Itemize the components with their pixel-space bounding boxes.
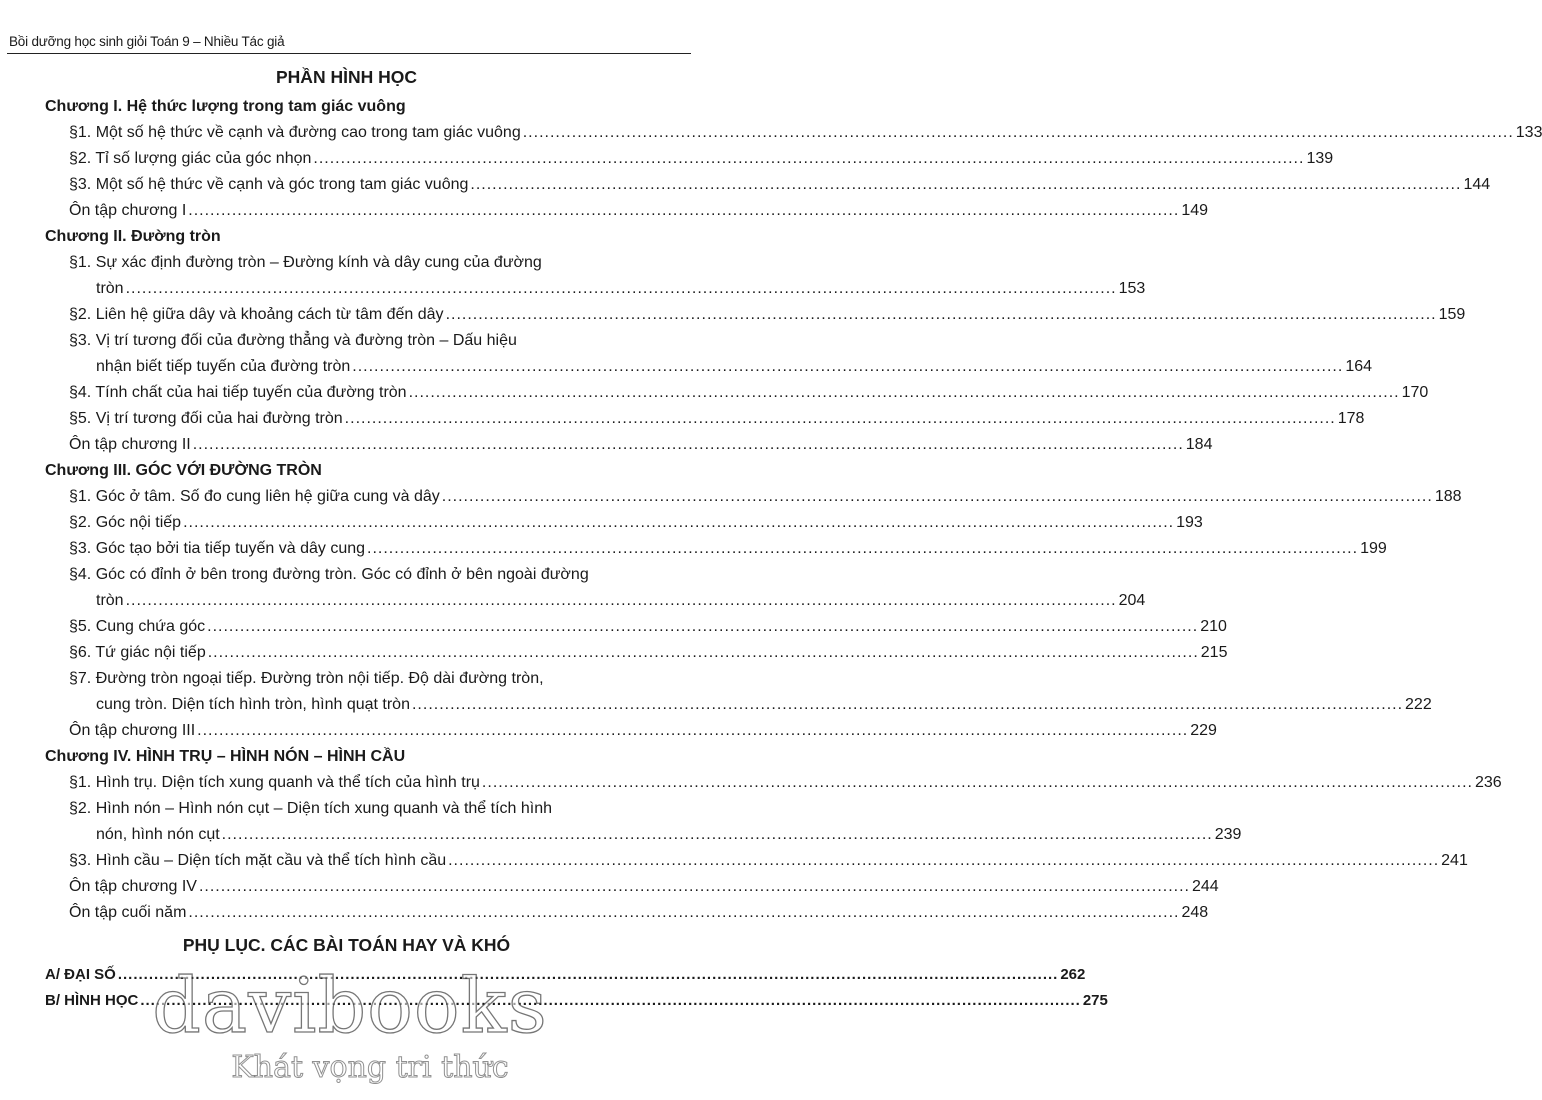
- entry-page: 139: [1306, 150, 1334, 167]
- entry-title: Ôn tập cuối năm: [69, 904, 187, 921]
- entry-page: 164: [1345, 358, 1373, 375]
- toc-entry[interactable]: [45, 328, 1373, 380]
- toc-entry[interactable]: [45, 302, 1466, 328]
- entry-page: 239: [1214, 826, 1242, 843]
- entry-title: §3. Một số hệ thức về cạnh và góc trong tam giác vuông: [69, 176, 469, 193]
- dot-leader: [140, 988, 1080, 1014]
- dot-leader: [126, 588, 1117, 614]
- entry-title-line1: §7. Đường tròn ngoại tiếp. Đường tròn nội tiếp. Độ dài đường tròn,: [69, 670, 544, 687]
- dot-leader: [199, 874, 1190, 900]
- entry-title-line1: §3. Vị trí tương đối của đường thẳng và đường tròn – Dấu hiệu: [69, 332, 517, 349]
- entry-page: 229: [1190, 722, 1217, 739]
- entry-page: 241: [1441, 852, 1468, 869]
- entry-title: §5. Vị trí tương đối của hai đường tròn: [69, 410, 343, 427]
- toc-entry[interactable]: [45, 380, 1429, 406]
- entry-page: 193: [1176, 514, 1203, 531]
- entry-page: 244: [1191, 878, 1219, 895]
- toc-entry[interactable]: [45, 146, 1334, 172]
- entry-title: B/ HÌNH HỌC: [45, 992, 139, 1009]
- dot-leader: [313, 146, 1304, 172]
- entry-title: §3. Góc tạo bởi tia tiếp tuyến và dây cung: [69, 540, 366, 557]
- entry-title: §1. Góc ở tâm. Số đo cung liên hệ giữa cung và dây: [69, 488, 440, 505]
- dot-leader: [446, 302, 1437, 328]
- chapter-1-title: Chương I. Hệ thức lượng trong tam giác vuông: [45, 98, 406, 115]
- toc-entry[interactable]: [45, 562, 1146, 614]
- dot-leader: [345, 406, 1336, 432]
- dot-leader: [208, 640, 1199, 666]
- toc-entry[interactable]: [45, 120, 1542, 146]
- toc-entry[interactable]: [45, 900, 1209, 926]
- entry-page: 178: [1337, 410, 1365, 427]
- entry-page: 144: [1463, 176, 1491, 193]
- toc-entry[interactable]: [45, 536, 1387, 562]
- dot-leader: [482, 770, 1473, 796]
- entry-title: §5. Cung chứa góc: [69, 618, 206, 635]
- entry-title: A/ ĐẠI SỐ: [45, 966, 116, 983]
- running-header: Bồi dưỡng học sinh giỏi Toán 9 – Nhiều Tác giả: [9, 34, 285, 49]
- entry-title: §3. Hình cầu – Diện tích mặt cầu và thể tích hình cầu: [69, 852, 447, 869]
- dot-leader: [442, 484, 1433, 510]
- toc-entry[interactable]: [45, 770, 1502, 796]
- watermark-tagline: Khát vọng tri thức: [231, 1050, 509, 1085]
- toc-entry[interactable]: [45, 848, 1468, 874]
- toc-entry[interactable]: [45, 874, 1219, 900]
- entry-page: 133: [1515, 124, 1542, 141]
- entry-title: Ôn tập chương II: [69, 436, 191, 453]
- entry-title: §6. Tứ giác nội tiếp: [69, 644, 206, 661]
- toc-entry[interactable]: [45, 614, 1227, 640]
- dot-leader: [197, 718, 1188, 744]
- toc-entry[interactable]: [45, 796, 1242, 848]
- entry-page: 204: [1118, 592, 1146, 609]
- toc-entry[interactable]: [45, 666, 1432, 718]
- entry-title: §2. Góc nội tiếp: [69, 514, 182, 531]
- entry-title: Ôn tập chương IV: [69, 878, 197, 895]
- entry-title: §2. Tỉ số lượng giác của góc nhọn: [69, 150, 312, 167]
- entry-title: tròn: [96, 280, 124, 297]
- entry-title: §2. Liên hệ giữa dây và khoảng cách từ tâm đến dây: [69, 306, 444, 323]
- chapter-2-title: Chương II. Đường tròn: [45, 228, 221, 245]
- entry-page: 184: [1185, 436, 1213, 453]
- toc-entry[interactable]: [45, 484, 1462, 510]
- dot-leader: [207, 614, 1198, 640]
- entry-title-line1: §2. Hình nón – Hình nón cụt – Diện tích xung quanh và thể tích hình: [69, 800, 552, 817]
- entry-page: 159: [1438, 306, 1466, 323]
- entry-page: 215: [1200, 644, 1228, 661]
- toc-entry[interactable]: [45, 718, 1217, 744]
- dot-leader: [126, 276, 1117, 302]
- dot-leader: [118, 962, 1058, 988]
- dot-leader: [367, 536, 1358, 562]
- entry-page: 236: [1474, 774, 1502, 791]
- part-title: PHẦN HÌNH HỌC: [276, 67, 417, 87]
- entry-page: 170: [1401, 384, 1429, 401]
- toc-entry[interactable]: [45, 432, 1213, 458]
- entry-page: 149: [1181, 202, 1209, 219]
- header-rule: [7, 53, 691, 54]
- entry-title: §4. Tính chất của hai tiếp tuyến của đường tròn: [69, 384, 407, 401]
- entry-title-line1: §4. Góc có đỉnh ở bên trong đường tròn. Góc có đỉnh ở bên ngoài đường: [69, 566, 589, 583]
- toc-entry[interactable]: [45, 510, 1203, 536]
- entry-page: 199: [1360, 540, 1387, 557]
- dot-leader: [523, 120, 1514, 146]
- dot-leader: [409, 380, 1400, 406]
- entry-page: 275: [1082, 992, 1108, 1009]
- entry-title: nhận biết tiếp tuyến của đường tròn: [96, 358, 351, 375]
- toc-entry[interactable]: [45, 250, 1146, 302]
- toc-entry[interactable]: [45, 962, 1086, 988]
- chapter-4-title: Chương IV. HÌNH TRỤ – HÌNH NÓN – HÌNH CẦU: [45, 748, 406, 765]
- entry-title: nón, hình nón cụt: [96, 826, 220, 843]
- watermark-brand: davibooks: [152, 961, 548, 1050]
- dot-leader: [470, 172, 1461, 198]
- dot-leader: [193, 432, 1184, 458]
- toc-entry[interactable]: [45, 988, 1108, 1014]
- entry-page: 222: [1405, 696, 1432, 713]
- entry-title: §1. Hình trụ. Diện tích xung quanh và thể tích của hình trụ: [69, 774, 480, 791]
- dot-leader: [352, 354, 1343, 380]
- entry-title: tròn: [96, 592, 124, 609]
- toc-entry[interactable]: [45, 198, 1209, 224]
- dot-leader: [412, 692, 1403, 718]
- entry-page: 248: [1181, 904, 1209, 921]
- entry-page: 262: [1060, 966, 1086, 983]
- entry-title: cung tròn. Diện tích hình tròn, hình quạt tròn: [96, 696, 410, 713]
- chapter-3-title: Chương III. GÓC VỚI ĐƯỜNG TRÒN: [45, 462, 322, 479]
- dot-leader: [188, 900, 1179, 926]
- toc-entry[interactable]: [45, 640, 1228, 666]
- dot-leader: [222, 822, 1213, 848]
- entry-page: 188: [1434, 488, 1462, 505]
- entry-title: Ôn tập chương I: [69, 202, 187, 219]
- entry-title: §1. Một số hệ thức về cạnh và đường cao trong tam giác vuông: [69, 124, 521, 141]
- entry-page: 153: [1118, 280, 1146, 297]
- entry-page: 210: [1200, 618, 1227, 635]
- appendix-title: PHỤ LỤC. CÁC BÀI TOÁN HAY VÀ KHÓ: [182, 935, 511, 955]
- dot-leader: [188, 198, 1179, 224]
- table-of-contents: [45, 60, 1542, 1014]
- entry-title: Ôn tập chương III: [69, 722, 196, 739]
- dot-leader: [183, 510, 1174, 536]
- entry-title-line1: §1. Sự xác định đường tròn – Đường kính và dây cung của đường: [69, 254, 542, 271]
- toc-entry[interactable]: [45, 172, 1491, 198]
- dot-leader: [448, 848, 1439, 874]
- toc-entry[interactable]: [45, 406, 1365, 432]
